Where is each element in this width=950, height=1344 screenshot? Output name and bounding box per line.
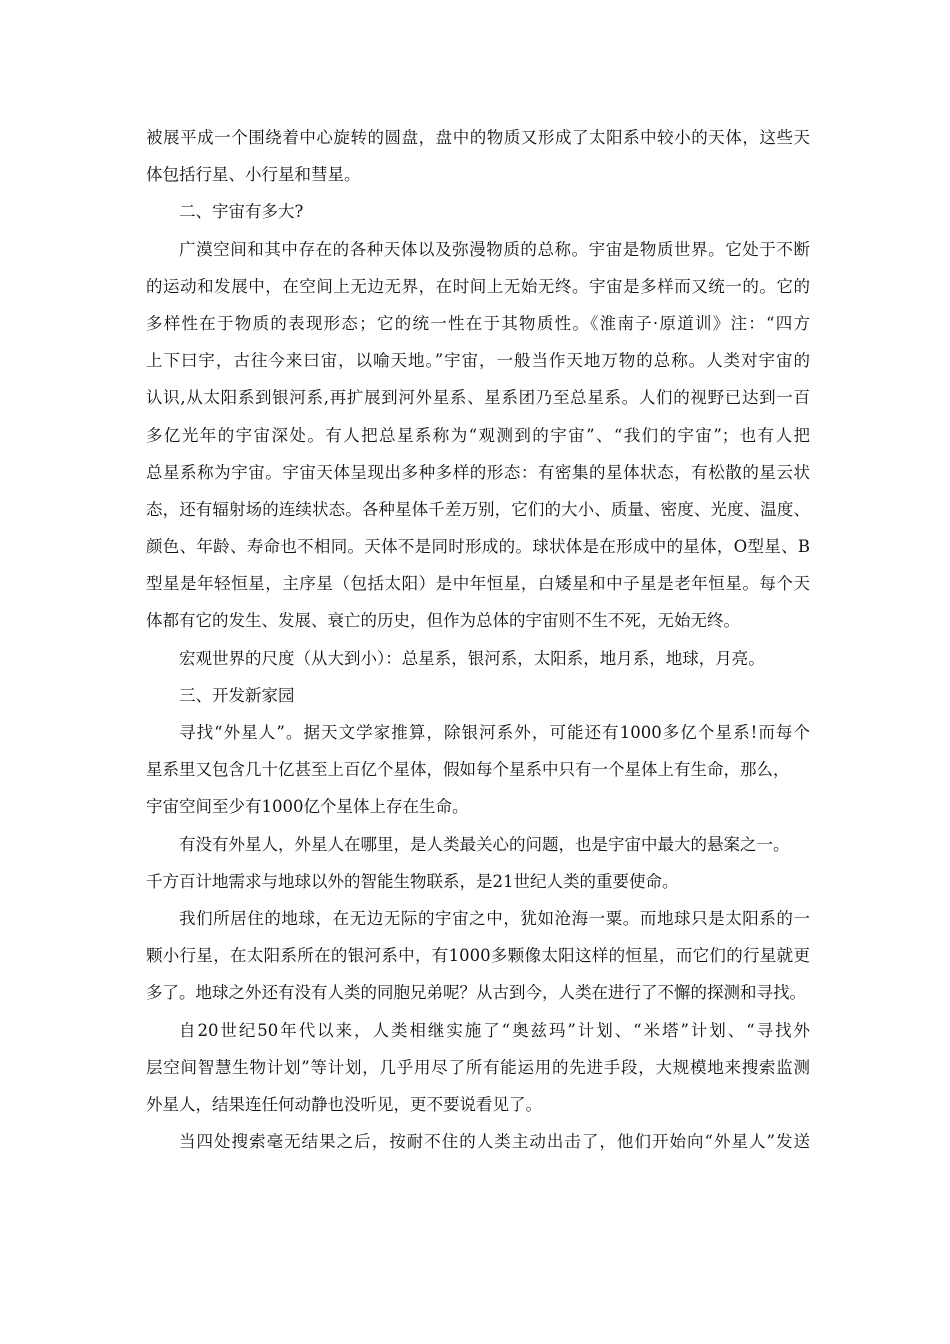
- section-heading: 二、宇宙有多大?: [179, 202, 304, 222]
- text-line: 我们所居住的地球，在无边无际的宇宙之中，犹如沧海一粟。而地球只是太阳系的一: [179, 908, 810, 928]
- text-line: 星系里又包含几十亿甚至上百亿个星体，假如每个星系中只有一个星体上有生命，那么，: [146, 760, 790, 780]
- text-line: 多亿光年的宇宙深处。有人把总星系称为“观测到的宇宙”、“我们的宇宙”；也有人把: [146, 425, 810, 445]
- text-line: 多了。地球之外还有没有人类的同胞兄弟呢？从古到今，人类在进行了不懈的探测和寻找。: [146, 983, 806, 1003]
- text-line: 上下曰宇，古往今来曰宙，以喻天地。”宇宙，一般当作天地万物的总称。人类对宇宙的: [146, 351, 810, 371]
- text-line: 颗小行星，在太阳系所在的银河系中，有1000多颗像太阳这样的恒星，而它们的行星就更: [146, 946, 810, 966]
- text-line: 态，还有辐射场的连续状态。各种星体千差万别，它们的大小、质量、密度、光度、温度、: [146, 499, 810, 519]
- text-line: 有没有外星人，外星人在哪里，是人类最关心的问题，也是宇宙中最大的悬案之一。: [179, 834, 790, 854]
- text-line: 被展平成一个围绕着中心旋转的圆盘，盘中的物质又形成了太阳系中较小的天体，这些天: [146, 128, 810, 147]
- text-line: 层空间智慧生物计划”等计划，几乎用尽了所有能运用的先进手段，大规模地来搜索监测: [146, 1057, 810, 1077]
- text-line: 外星人，结果连任何动静也没听见，更不要说看见了。: [146, 1094, 542, 1114]
- text-line: 型星是年轻恒星，主序星（包括太阳）是中年恒星，白矮星和中子星是老年恒星。每个天: [146, 574, 810, 594]
- text-line: 千方百计地需求与地球以外的智能生物联系，是21世纪人类的重要使命。: [146, 871, 679, 891]
- text-line: 当四处搜索毫无结果之后，按耐不住的人类主动出击了，他们开始向“外星人”发送: [179, 1132, 810, 1152]
- text-line: 体都有它的发生、发展、衰亡的历史，但作为总体的宇宙则不生不死，无始无终。: [146, 611, 740, 631]
- text-line: 宇宙空间至少有1000亿个星体上存在生命。: [146, 797, 469, 817]
- text-line: 认识,从太阳系到银河系,再扩展到河外星系、星系团乃至总星系。人们的视野已达到一百: [146, 388, 810, 408]
- text-line: 宏观世界的尺度（从大到小）：总星系，银河系，太阳系，地月系，地球，月亮。: [179, 648, 765, 668]
- text-line: 的运动和发展中，在空间上无边无界，在时间上无始无终。宇宙是多样而又统一的。它的: [146, 276, 810, 296]
- text-line: 总星系称为宇宙。宇宙天体呈现出多种多样的形态：有密集的星体状态，有松散的星云状: [146, 462, 810, 482]
- text-line: 颜色、年龄、寿命也不相同。天体不是同时形成的。球状体是在形成中的星体，O型星、B: [146, 537, 810, 557]
- text-line: 多样性在于物质的表现形态；它的统一性在于其物质性。《淮南子·原道训》注：“四方: [146, 313, 810, 333]
- body-text: [146, 119, 810, 1160]
- section-heading: 三、开发新家园: [179, 685, 295, 705]
- text-line: 广漠空间和其中存在的各种天体以及弥漫物质的总称。宇宙是物质世界。它处于不断: [179, 239, 810, 259]
- text-line: 体包括行星、小行星和彗星。: [146, 165, 361, 185]
- text-line: 自20世纪50年代以来，人类相继实施了“奥兹玛”计划、“米塔”计划、“寻找外: [179, 1020, 810, 1040]
- text-line: 寻找“外星人”。据天文学家推算，除银河系外，可能还有1000多亿个星系!而每个: [179, 723, 810, 742]
